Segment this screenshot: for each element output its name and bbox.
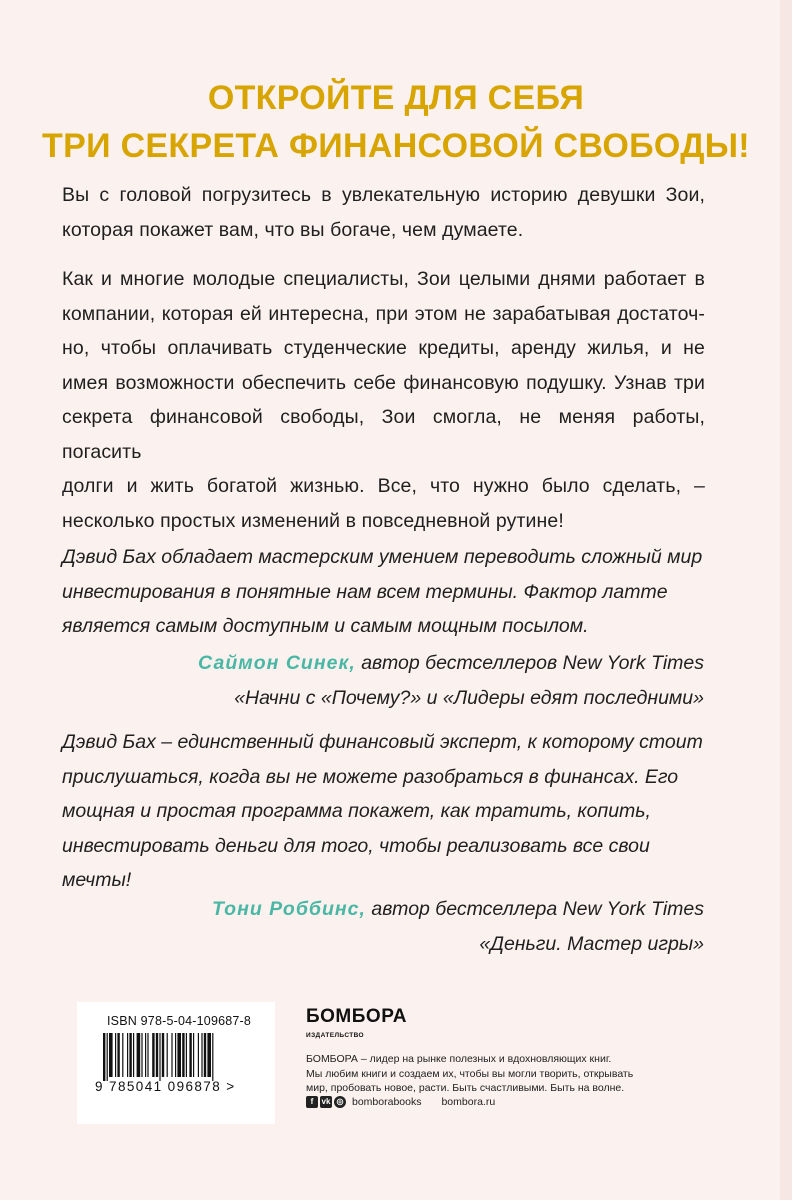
author-books: «Деньги. Мастер игры»	[479, 932, 704, 955]
blurb-line: мир, пробовать новое, расти. Быть счастливыми. Быть на волне.	[306, 1082, 625, 1094]
text-line: компании, которая ей интересна, при этом не зарабатывая достаточ-	[62, 302, 705, 325]
vk-icon[interactable]: vk	[321, 1097, 331, 1106]
barcode-bar	[127, 1033, 128, 1077]
headline-line-1: ОТКРОЙТЕ ДЛЯ СЕБЯ	[207, 79, 585, 117]
intro-paragraph	[62, 178, 705, 247]
text-line: Вы с головой погрузитесь в увлекательную историю девушки Зои,	[62, 184, 705, 206]
barcode-bar	[207, 1033, 211, 1077]
barcode-bar	[159, 1033, 160, 1081]
website-link[interactable]: bombora.ru	[441, 1096, 496, 1108]
barcode-bar	[152, 1033, 154, 1077]
text-line: но, чтобы оплачивать студенческие кредиты, аренду жилья, и не	[62, 337, 705, 359]
publisher-socials	[306, 1096, 495, 1108]
quote-line: Дэвид Бах обладает мастерским умением переводить сложный мир	[62, 546, 703, 568]
text-line: несколько простых изменений в повседневной рутине!	[62, 509, 564, 532]
barcode-bar	[171, 1033, 172, 1077]
quote-line: является самым доступным и самым мощным посылом.	[62, 615, 589, 637]
isbn-number: ISBN 978-5-04-109687-8	[107, 1014, 252, 1028]
text-line: которая покажет вам, что вы богаче, чем думаете.	[62, 218, 524, 241]
text-line: секрета финансовой свободы, Зои смогла, не меняя работы, погасить	[62, 406, 705, 463]
blurb-line: Мы любим книги и создаем их, чтобы вы могли творить, открывать	[306, 1067, 634, 1080]
barcode-bar	[115, 1033, 116, 1077]
barcode-bar	[198, 1033, 199, 1077]
barcode-bars	[103, 1033, 253, 1081]
barcode-bar	[117, 1033, 119, 1077]
text-line: долги и жить богатой жизнью. Все, что нужно было сделать, –	[62, 475, 705, 497]
quote-2-attribution	[212, 892, 704, 961]
quote-line: инвестировать деньги для того, чтобы реализовать все свои	[62, 834, 650, 857]
author-description: автор бестселлера New York Times	[371, 898, 704, 920]
publisher-logo: БОМБОРА	[306, 1006, 407, 1027]
barcode-bar	[175, 1033, 176, 1077]
barcode-bar	[156, 1033, 158, 1077]
barcode-bar	[177, 1033, 181, 1077]
page-edge	[780, 0, 792, 1200]
review-quote-1	[62, 540, 712, 644]
barcode-bar	[182, 1033, 184, 1077]
barcode-bar	[147, 1033, 148, 1077]
text-line: имея возможности обеспечить себе финансовую подушку. Узнав три	[62, 371, 705, 394]
barcode-bar	[141, 1033, 142, 1077]
publisher-blurb	[306, 1052, 666, 1096]
author-name: Саймон Синек,	[197, 652, 356, 674]
quote-1-attribution	[198, 646, 704, 715]
barcode-bar	[107, 1033, 108, 1081]
barcode-bar	[109, 1033, 113, 1077]
author-description: автор бестселлеров New York Times	[361, 652, 704, 674]
quote-line: прислушаться, когда вы не можете разобраться в финансах. Его	[62, 765, 679, 788]
quote-line: мечты!	[62, 869, 132, 891]
barcode-bar	[167, 1033, 168, 1077]
story-paragraph	[62, 262, 705, 538]
barcode-bar	[145, 1033, 146, 1077]
author-name: Тони Роббинс,	[212, 898, 366, 920]
barcode-bar	[122, 1033, 123, 1077]
author-books: «Начни с «Почему?» и «Лидеры едят последними»	[234, 686, 704, 709]
text-line: Как и многие молодые специалисты, Зои целыми днями работает в	[62, 268, 705, 290]
quote-line: инвестирования в понятные нам всем термины. Фактор латте	[62, 580, 668, 603]
barcode-bar	[204, 1033, 206, 1077]
barcode-bar	[189, 1033, 191, 1077]
barcode-digits: 9 785041 096878 >	[95, 1079, 236, 1094]
headline	[0, 74, 792, 170]
blurb-line: БОМБОРА – лидер на рынке полезных и вдохновляющих книг.	[306, 1053, 612, 1065]
barcode-bar	[137, 1033, 141, 1077]
barcode-bar	[186, 1033, 187, 1077]
quote-line: мощная и простая программа покажет, как тратить, копить,	[62, 800, 651, 822]
barcode-panel	[77, 1002, 275, 1124]
instagram-icon[interactable]: ◎	[334, 1096, 346, 1108]
quote-line: Дэвид Бах – единственный финансовый эксперт, к которому стоит	[62, 731, 703, 753]
publisher-subtitle: ИЗДАТЕЛЬСТВО	[306, 1032, 365, 1039]
social-handle[interactable]: bomborabooks	[352, 1096, 422, 1108]
barcode-bar	[129, 1033, 131, 1077]
barcode-bar	[212, 1033, 213, 1081]
barcode-bar	[193, 1033, 194, 1077]
facebook-icon[interactable]: f	[306, 1096, 318, 1108]
barcode-bar	[201, 1033, 202, 1077]
barcode-bar	[162, 1033, 164, 1077]
barcode-bar	[103, 1033, 105, 1081]
review-quote-2	[62, 725, 712, 898]
headline-line-2: ТРИ СЕКРЕТА ФИНАНСОВОЙ СВОБОДЫ!	[42, 127, 750, 165]
barcode-bar	[133, 1033, 134, 1077]
